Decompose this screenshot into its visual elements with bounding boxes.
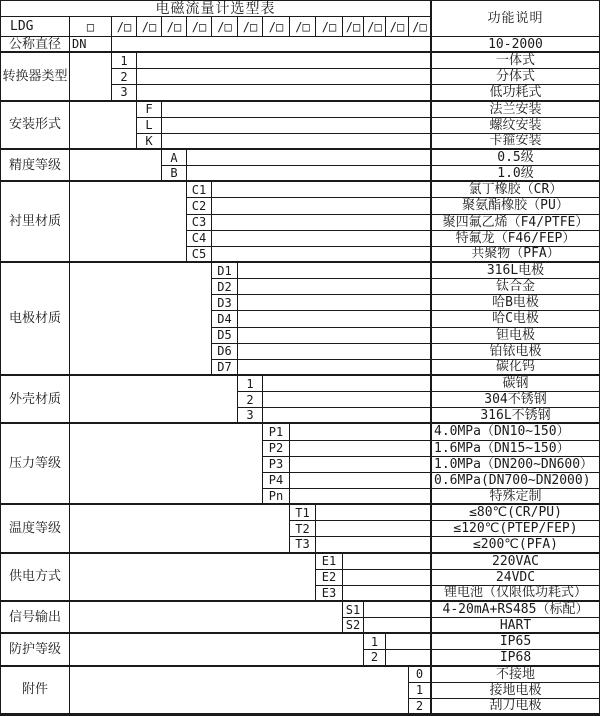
row-filler [137, 53, 430, 69]
section-left-filler [70, 667, 409, 715]
row-filler [364, 602, 430, 618]
function-header: 功能说明 [430, 1, 599, 37]
row-filler [238, 344, 430, 360]
function-desc: 铂铱电极 [430, 344, 599, 360]
section-left-filler [70, 505, 290, 553]
code-cell: T2 [290, 521, 316, 537]
code-cell: D3 [212, 295, 238, 311]
function-desc: 1.0级 [430, 166, 599, 182]
code-cell: D6 [212, 344, 238, 360]
row-filler [238, 360, 430, 376]
code-cell: 2 [112, 69, 137, 85]
row-filler [212, 231, 430, 247]
row-filler [187, 150, 430, 166]
row-filler [238, 263, 430, 279]
function-desc: 不接地 [430, 667, 599, 683]
section-label: 压力等级 [1, 424, 70, 505]
function-desc: 卡箍安装 [430, 134, 599, 150]
section-label: 外壳材质 [1, 376, 70, 424]
function-desc: IP68 [430, 650, 599, 666]
model-slot-cell: /□ [137, 17, 162, 37]
row-filler [316, 505, 430, 521]
code-cell: L [137, 118, 162, 134]
row-filler [386, 650, 430, 666]
section-left-filler [70, 424, 263, 505]
function-desc: 哈C电极 [430, 311, 599, 327]
code-cell: 1 [238, 376, 263, 392]
section-label: 信号输出 [1, 602, 70, 634]
row-filler [343, 586, 430, 602]
function-desc: IP65 [430, 634, 599, 650]
row-filler [290, 457, 430, 473]
function-desc: 0.6MPa(DN700~DN2000) [430, 473, 599, 489]
function-desc: 碳化钨 [430, 360, 599, 376]
row-filler [316, 521, 430, 537]
code-cell: 1 [409, 683, 430, 699]
code-cell: C1 [187, 182, 212, 198]
row-filler [212, 247, 430, 263]
row-filler [316, 537, 430, 553]
code-cell: 2 [409, 699, 430, 715]
section-label: 附件 [1, 667, 70, 715]
code-cell: 2 [364, 650, 386, 666]
row-filler [386, 634, 430, 650]
code-cell: 3 [238, 408, 263, 424]
function-desc: ≤80℃(CR/PU) [430, 505, 599, 521]
function-desc: ≤120℃(PTEP/FEP) [430, 521, 599, 537]
code-cell: T3 [290, 537, 316, 553]
section-label: 转换器类型 [1, 53, 70, 101]
code-cell: 0 [409, 667, 430, 683]
section-label: 公称直径 [1, 37, 70, 53]
code-cell: E3 [316, 586, 343, 602]
code-cell: S2 [343, 618, 364, 634]
model-slot-cell: /□ [212, 17, 238, 37]
model-slot-cell: /□ [263, 17, 290, 37]
code-cell: P1 [263, 424, 290, 440]
function-desc: 氯丁橡胶（CR） [430, 182, 599, 198]
function-desc: 聚四氟乙烯（F4/PTFE） [430, 215, 599, 231]
code-cell: 1 [364, 634, 386, 650]
code-cell: D4 [212, 311, 238, 327]
row-filler [238, 328, 430, 344]
section-label: 安装形式 [1, 102, 70, 150]
function-desc: 24VDC [430, 570, 599, 586]
row-filler [212, 215, 430, 231]
function-desc: 共聚物（PFA） [430, 247, 599, 263]
model-slot-cell: /□ [364, 17, 386, 37]
section-label: 精度等级 [1, 150, 70, 182]
row-filler [162, 134, 430, 150]
section-label: 供电方式 [1, 554, 70, 602]
section-left-filler [70, 182, 187, 263]
function-desc: ≤200℃(PFA) [430, 537, 599, 553]
function-desc: 220VAC [430, 554, 599, 570]
model-slot-cell: /□ [112, 17, 137, 37]
code-cell: C5 [187, 247, 212, 263]
code-cell: E2 [316, 570, 343, 586]
code-cell: 1 [112, 53, 137, 69]
function-desc: 螺纹安装 [430, 118, 599, 134]
section-label: 衬里材质 [1, 182, 70, 263]
section-label: 温度等级 [1, 505, 70, 553]
code-cell: P4 [263, 473, 290, 489]
function-desc: 1.0MPa（DN200~DN600） [430, 457, 599, 473]
section-left-filler [70, 150, 162, 182]
model-slot-cell: /□ [162, 17, 187, 37]
code-cell: C3 [187, 215, 212, 231]
row-filler [137, 69, 430, 85]
row-filler [290, 489, 430, 505]
function-desc: 特殊定制 [430, 489, 599, 505]
code-cell: Pn [263, 489, 290, 505]
function-desc: 4.0MPa（DN10~150） [430, 424, 599, 440]
code-cell: A [162, 150, 187, 166]
code-cell: B [162, 166, 187, 182]
row-filler [238, 311, 430, 327]
table-title: 电磁流量计选型表 [1, 1, 430, 17]
code-cell: F [137, 102, 162, 118]
function-desc: 钽电极 [430, 328, 599, 344]
model-slot-cell: /□ [343, 17, 364, 37]
row-filler [212, 198, 430, 214]
code-cell: 3 [112, 85, 137, 101]
function-desc: 4-20mA+RS485（标配） [430, 602, 599, 618]
function-desc: HART [430, 618, 599, 634]
code-cell: D1 [212, 263, 238, 279]
function-desc: 低功耗式 [430, 85, 599, 101]
code-cell: D2 [212, 279, 238, 295]
code-cell: E1 [316, 554, 343, 570]
section-label: 防护等级 [1, 634, 70, 666]
function-desc: 法兰安装 [430, 102, 599, 118]
model-prefix-cell: LDG [1, 17, 70, 37]
row-filler [263, 392, 430, 408]
model-slot-cell: /□ [409, 17, 430, 37]
code-cell: 2 [238, 392, 263, 408]
section-left-filler [70, 376, 238, 424]
model-slot-cell: /□ [187, 17, 212, 37]
model-slot-cell: /□ [238, 17, 263, 37]
row-filler [263, 376, 430, 392]
section-label: 电极材质 [1, 263, 70, 376]
function-desc: 一体式 [430, 53, 599, 69]
row-filler [238, 279, 430, 295]
function-desc: 316L电极 [430, 263, 599, 279]
row-filler [137, 85, 430, 101]
row-filler [112, 37, 430, 53]
code-cell: D7 [212, 360, 238, 376]
row-filler [162, 118, 430, 134]
function-desc: 接地电极 [430, 683, 599, 699]
code-cell: P3 [263, 457, 290, 473]
function-desc: 钛合金 [430, 279, 599, 295]
section-left-filler [70, 102, 137, 150]
code-cell: DN [70, 37, 112, 53]
function-desc: 聚氨酯橡胶（PU） [430, 198, 599, 214]
row-filler [290, 441, 430, 457]
function-desc: 1.6MPa（DN15~150） [430, 441, 599, 457]
row-filler [187, 166, 430, 182]
section-left-filler [70, 602, 343, 634]
model-slot-cell: /□ [290, 17, 316, 37]
function-desc: 碳钢 [430, 376, 599, 392]
function-desc: 刮刀电极 [430, 699, 599, 715]
row-filler [162, 102, 430, 118]
function-desc: 10-2000 [430, 37, 599, 53]
function-desc: 锂电池（仅限低功耗式） [430, 586, 599, 602]
section-left-filler [70, 263, 212, 376]
row-filler [238, 295, 430, 311]
row-filler [290, 473, 430, 489]
code-cell: K [137, 134, 162, 150]
code-cell: S1 [343, 602, 364, 618]
row-filler [212, 182, 430, 198]
row-filler [263, 408, 430, 424]
function-desc: 0.5级 [430, 150, 599, 166]
function-desc: 哈B电极 [430, 295, 599, 311]
function-desc: 304不锈钢 [430, 392, 599, 408]
row-filler [343, 570, 430, 586]
code-cell: P2 [263, 441, 290, 457]
code-cell: C2 [187, 198, 212, 214]
section-left-filler [70, 634, 364, 666]
function-desc: 316L不锈钢 [430, 408, 599, 424]
code-cell: C4 [187, 231, 212, 247]
model-slot-cell: /□ [316, 17, 343, 37]
function-desc: 分体式 [430, 69, 599, 85]
model-slot-cell: /□ [386, 17, 409, 37]
row-filler [343, 554, 430, 570]
row-filler [364, 618, 430, 634]
code-cell: D5 [212, 328, 238, 344]
section-left-filler [70, 554, 316, 602]
function-desc: 特氟龙（F46/FEP） [430, 231, 599, 247]
code-cell: T1 [290, 505, 316, 521]
row-filler [290, 424, 430, 440]
model-base-box-cell: □ [70, 17, 112, 37]
section-left-filler [70, 53, 112, 101]
